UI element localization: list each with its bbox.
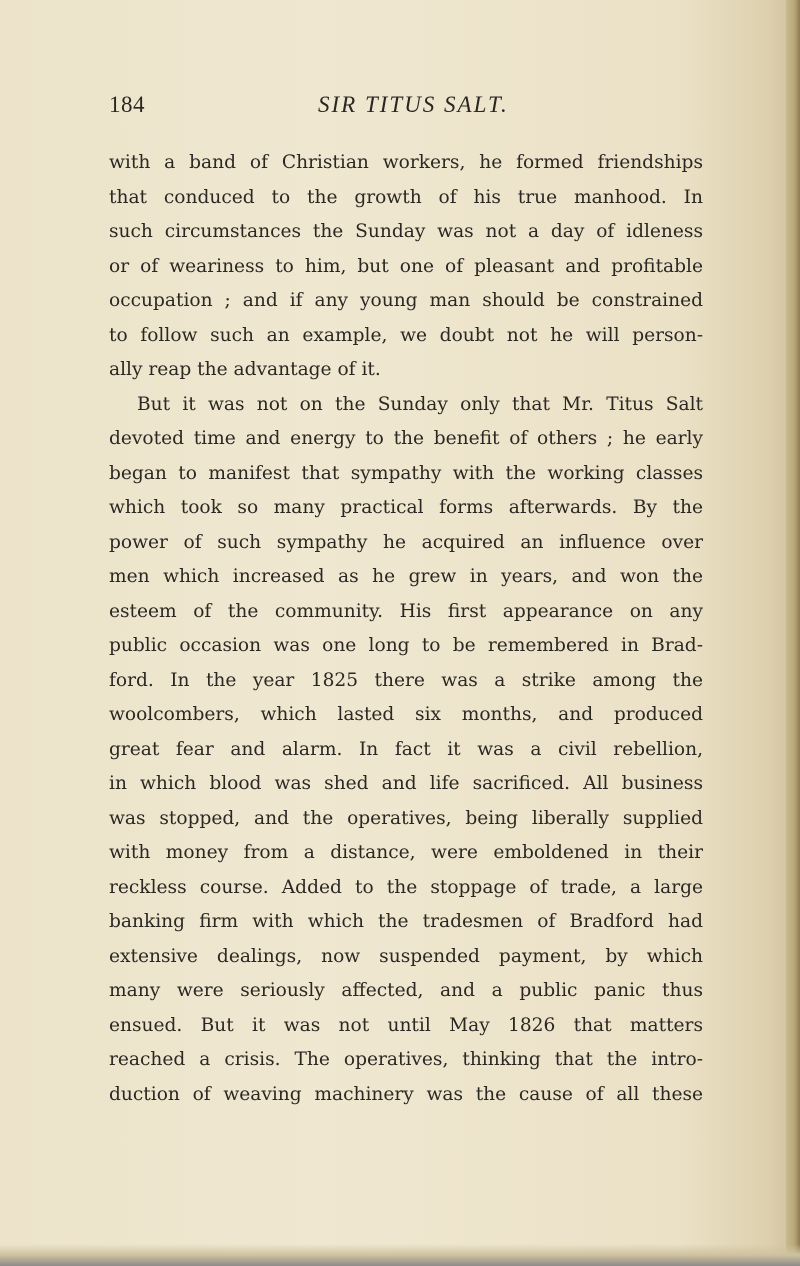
text-line: banking firm with which the tradesmen of Bradford had bbox=[109, 911, 703, 932]
text-line: was stopped, and the operatives, being liberally supplied bbox=[109, 807, 703, 829]
text-line: in which blood was shed and life sacrificed. All business bbox=[109, 773, 703, 794]
text-line: reached a crisis. The operatives, thinking that the intro- bbox=[109, 1049, 703, 1070]
text-line: many were seriously affected, and a public panic thus bbox=[109, 980, 703, 1001]
page-number: 184 bbox=[109, 92, 145, 117]
text-line: which took so many practical forms afterwards. By the bbox=[109, 497, 703, 518]
page-binding-edge bbox=[786, 0, 800, 1266]
text-line: extensive dealings, now suspended payment, by which bbox=[109, 945, 703, 967]
text-line: such circumstances the Sunday was not a day of idleness bbox=[109, 221, 703, 242]
text-line: or of weariness to him, but one of pleasant and profitable bbox=[109, 255, 703, 277]
text-line: But it was not on the Sunday only that Mr. Titus Salt bbox=[137, 393, 703, 415]
text-line: ally reap the advantage of it. bbox=[109, 359, 381, 380]
text-line: esteem of the community. His first appearance on any bbox=[109, 600, 703, 622]
text-line: power of such sympathy he acquired an influence over bbox=[109, 531, 703, 553]
page-header bbox=[0, 92, 800, 132]
text-line: duction of weaving machinery was the cause of all these bbox=[109, 1083, 703, 1105]
body-text bbox=[109, 146, 703, 1112]
text-line: men which increased as he grew in years, and won the bbox=[109, 566, 703, 587]
running-title: SIR TITUS SALT. bbox=[318, 92, 509, 117]
text-line: with money from a distance, were emboldened in their bbox=[109, 842, 703, 863]
text-line: ford. In the year 1825 there was a strike among the bbox=[109, 669, 703, 691]
text-line: ensued. But it was not until May 1826 that matters bbox=[109, 1014, 703, 1036]
text-line: occupation ; and if any young man should be constrained bbox=[109, 290, 703, 311]
text-line: to follow such an example, we doubt not he will person- bbox=[109, 324, 703, 346]
text-line: great fear and alarm. In fact it was a civil rebellion, bbox=[109, 738, 703, 760]
text-line: public occasion was one long to be remembered in Brad- bbox=[109, 635, 703, 656]
text-line: that conduced to the growth of his true manhood. In bbox=[109, 186, 703, 208]
text-line: reckless course. Added to the stoppage of trade, a large bbox=[109, 876, 703, 898]
text-line: devoted time and energy to the benefit of others ; he early bbox=[109, 428, 703, 449]
text-line: with a band of Christian workers, he formed friendships bbox=[109, 152, 703, 173]
text-line: began to manifest that sympathy with the working classes bbox=[109, 462, 703, 484]
page-bottom-edge bbox=[0, 1244, 800, 1266]
text-line: woolcombers, which lasted six months, and produced bbox=[109, 704, 703, 725]
